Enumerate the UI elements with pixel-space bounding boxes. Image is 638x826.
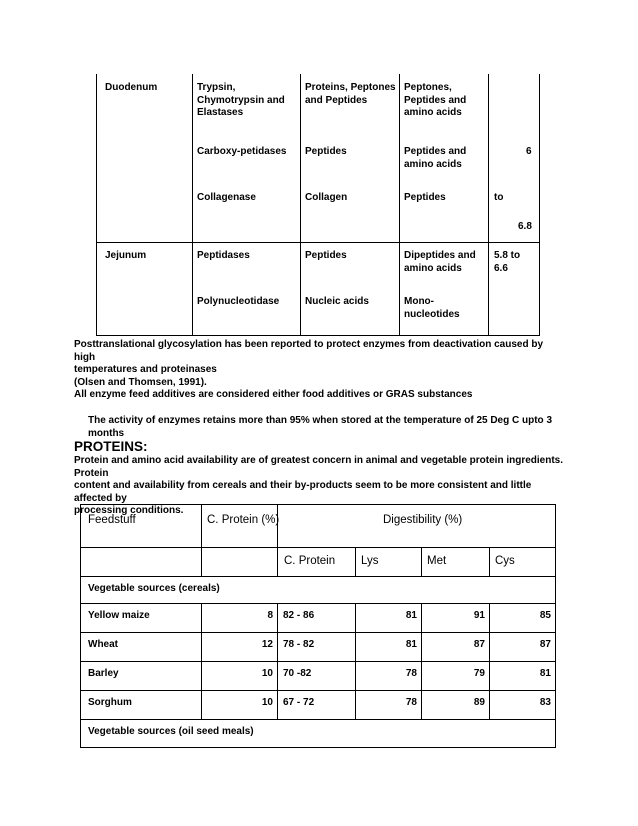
row-divider [81,632,555,633]
header-cys: Cys [495,555,515,567]
substrate-cell: Proteins, Peptones and Peptides [305,82,396,106]
product-cell: Peptides and amino acids [404,146,467,170]
substrate-cell: Peptides [305,250,347,261]
cp-digestibility: 67 - 72 [283,697,315,708]
protein-value: 10 [261,668,273,679]
substrate-cell: Peptides [305,146,347,157]
met-value: 89 [473,697,485,708]
row-divider [96,242,540,243]
row-divider [81,661,555,662]
cp-digestibility: 82 - 86 [283,610,315,621]
header-feedstuff: Feedstuff [88,514,136,526]
met-value: 87 [473,639,485,650]
column-divider [488,74,489,336]
header-lys: Lys [361,555,379,567]
product-cell: Peptones, Peptides and amino acids [404,82,467,119]
ph-value: 6 [526,146,532,157]
column-divider [399,74,400,336]
enzyme-cell: Carboxy-petidases [197,146,287,157]
substrate-cell: Nucleic acids [305,296,369,307]
feedstuff-digestibility-table [80,504,556,748]
column-divider [421,547,422,576]
column-divider [300,74,301,336]
substrate-cell: Collagen [305,192,348,203]
feedstuff-name: Sorghum [88,697,132,708]
enzyme-digestion-table [96,74,540,336]
row-divider [81,603,555,604]
proteins-heading: PROTEINS: [74,439,148,454]
protein-value: 10 [261,697,273,708]
cys-value: 83 [539,697,551,708]
glycosylation-paragraph: Posttranslational glycosylation has been reported to protect enzymes from deactivation caused by high temperatures and proteinases (Olsen and Thomsen, 1991). [74,339,544,388]
row-divider [81,690,555,691]
cp-digestibility: 70 -82 [283,668,312,679]
feedstuff-name: Yellow maize [88,610,150,621]
header-met: Met [427,555,447,567]
protein-value: 12 [261,639,273,650]
cys-value: 87 [539,639,551,650]
header-c-protein-pct: C. Protein (%) [207,514,280,526]
row-divider [81,719,555,720]
group-label-oilseed: Vegetable sources (oil seed meals) [88,726,254,737]
activity-paragraph: The activity of enzymes retains more than 95% when stored at the temperature of 25 Deg C upto 3 months [88,415,553,439]
ph-value: to [494,192,504,203]
enzyme-cell: Peptidases [197,250,250,261]
cys-value: 85 [539,610,551,621]
met-value: 91 [473,610,485,621]
product-cell: Peptides [404,192,446,203]
lys-value: 81 [405,610,417,621]
site-jejunum: Jejunum [105,250,147,261]
cp-digestibility: 78 - 82 [283,639,315,650]
ph-value: 6.8 [518,221,532,232]
column-divider [355,547,356,576]
gras-paragraph: All enzyme feed additives are considered either food additives or GRAS substances [74,389,473,400]
enzyme-cell: Collagenase [197,192,256,203]
feedstuff-name: Barley [88,668,119,679]
proteins-paragraph: Protein and amino acid availability are of greatest concern in animal and vegetable protein ingredients. Protein content and availability from cereals and their by-products seem to be more consistent and little affected by processing conditions. [74,455,564,517]
lys-value: 78 [405,668,417,679]
product-cell: Mono- nucleotides [404,296,460,320]
column-divider [489,547,490,576]
feedstuff-name: Wheat [88,639,118,650]
cys-value: 81 [539,668,551,679]
header-digestibility: Digestibility (%) [383,514,463,526]
column-divider [201,505,202,576]
product-cell: Dipeptides and amino acids [404,250,476,274]
protein-value: 8 [267,610,273,621]
row-divider [81,576,555,577]
enzyme-cell: Polynucleotidase [197,296,280,307]
table-border [96,74,97,336]
table-border [96,335,540,336]
lys-value: 81 [405,639,417,650]
column-divider [192,74,193,336]
header-c-protein: C. Protein [284,555,336,567]
enzyme-cell: Trypsin, Chymotrypsin and Elastases [197,82,285,119]
ph-value: 5.8 to 6.6 [494,250,521,274]
site-duodenum: Duodenum [105,82,158,93]
row-divider [81,547,555,548]
lys-value: 78 [405,697,417,708]
met-value: 79 [473,668,485,679]
group-label-cereals: Vegetable sources (cereals) [88,583,220,594]
table-border [539,74,540,336]
